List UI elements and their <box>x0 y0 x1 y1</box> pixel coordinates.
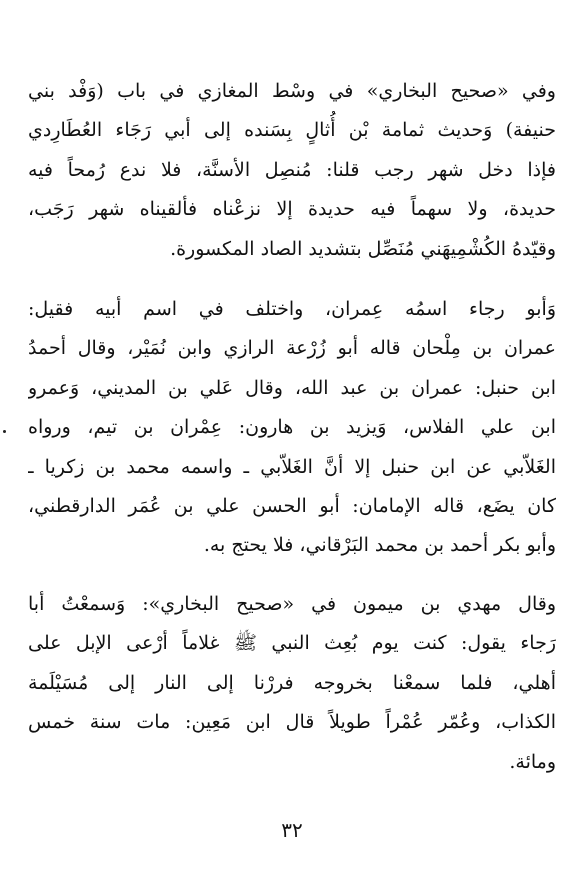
paragraph-2 <box>28 290 556 566</box>
paragraph-1-line-3: فإذا دخل شهر رجب قلنا: مُنصِل الأسنَّة، فلا ندع رُمحاً فيه <box>28 158 556 181</box>
page-number: ٣٢ <box>281 818 303 842</box>
paragraph-2-line-1: وَأبو رجاء اسمُه عِمران، واختلف في اسم أبيه فقيل: <box>28 298 556 320</box>
paragraph-1 <box>28 72 556 269</box>
paragraph-2-line-2: عمران بن مِلْحان قاله أبو زُرْعة الرازي وابن نُمَيْر، وقال أحمدُ <box>28 337 556 360</box>
paragraph-1-line-2: حنيفة) وَحديث ثمامة بْن أُثالٍ بِسَنده إلى أبي رَجَاء العُطَارِدي <box>28 119 556 142</box>
paragraph-1-line-1: وفي «صحيح البخاري» في وسْط المغازي في باب (وَفْد بني <box>28 80 556 102</box>
paragraph-2-line-5: الغَلاّبي عن ابن حنبل إلا أنَّ الغَلاّبي ـ واسمه محمد بن زكريا ـ <box>28 455 556 478</box>
paragraph-3-line-1: وقال مهدي بن ميمون في «صحيح البخاري»: وَسمعْتُ أبا <box>28 593 556 615</box>
paragraph-3-line-5: ومائة. <box>509 750 556 773</box>
paragraph-3-line-2: رَجاء يقول: كنت يوم بُعِث النبي ﷺ غلاماً أرْعى الإبل على <box>28 632 556 655</box>
paragraph-1-line-4: حديدة، ولا سهماً فيه حديدة إلا نزعْناه فألقيناه شهر رَجَب، <box>28 198 556 221</box>
paragraph-2-line-6: كان يضَع، قاله الإمامان: أبو الحسن علي بن عُمَر الدارقطني، <box>28 494 556 517</box>
paragraph-3 <box>28 585 556 782</box>
paragraph-2-line-4: ابن علي الفلاس، وَيزيد بن هارون: عِمْران بن تيم، ورواه <box>28 416 556 439</box>
paragraph-2-line-7: وأبو بكر أحمد بن محمد البَرْقاني، فلا يحتج به. <box>203 534 556 557</box>
paragraph-3-line-3: أهلي، فلما سمعْنا بخروجه فررْنا إلى النار إلى مُسَيْلَمة <box>28 671 556 694</box>
paragraph-3-line-4: الكذاب، وعُمّر عُمْراً طويلاً قال ابن مَعِين: مات سنة خمس <box>28 711 556 734</box>
paragraph-2-line-3: ابن حنبل: عمران بن عبد الله، وقال عَلي بن المديني، وَعمرو <box>28 376 556 399</box>
paragraph-1-line-5: وقيّدهُ الكُشْمِيهَني مُنَصِّل بتشديد الصاد المكسورة. <box>170 237 556 260</box>
margin-dot <box>3 430 6 433</box>
